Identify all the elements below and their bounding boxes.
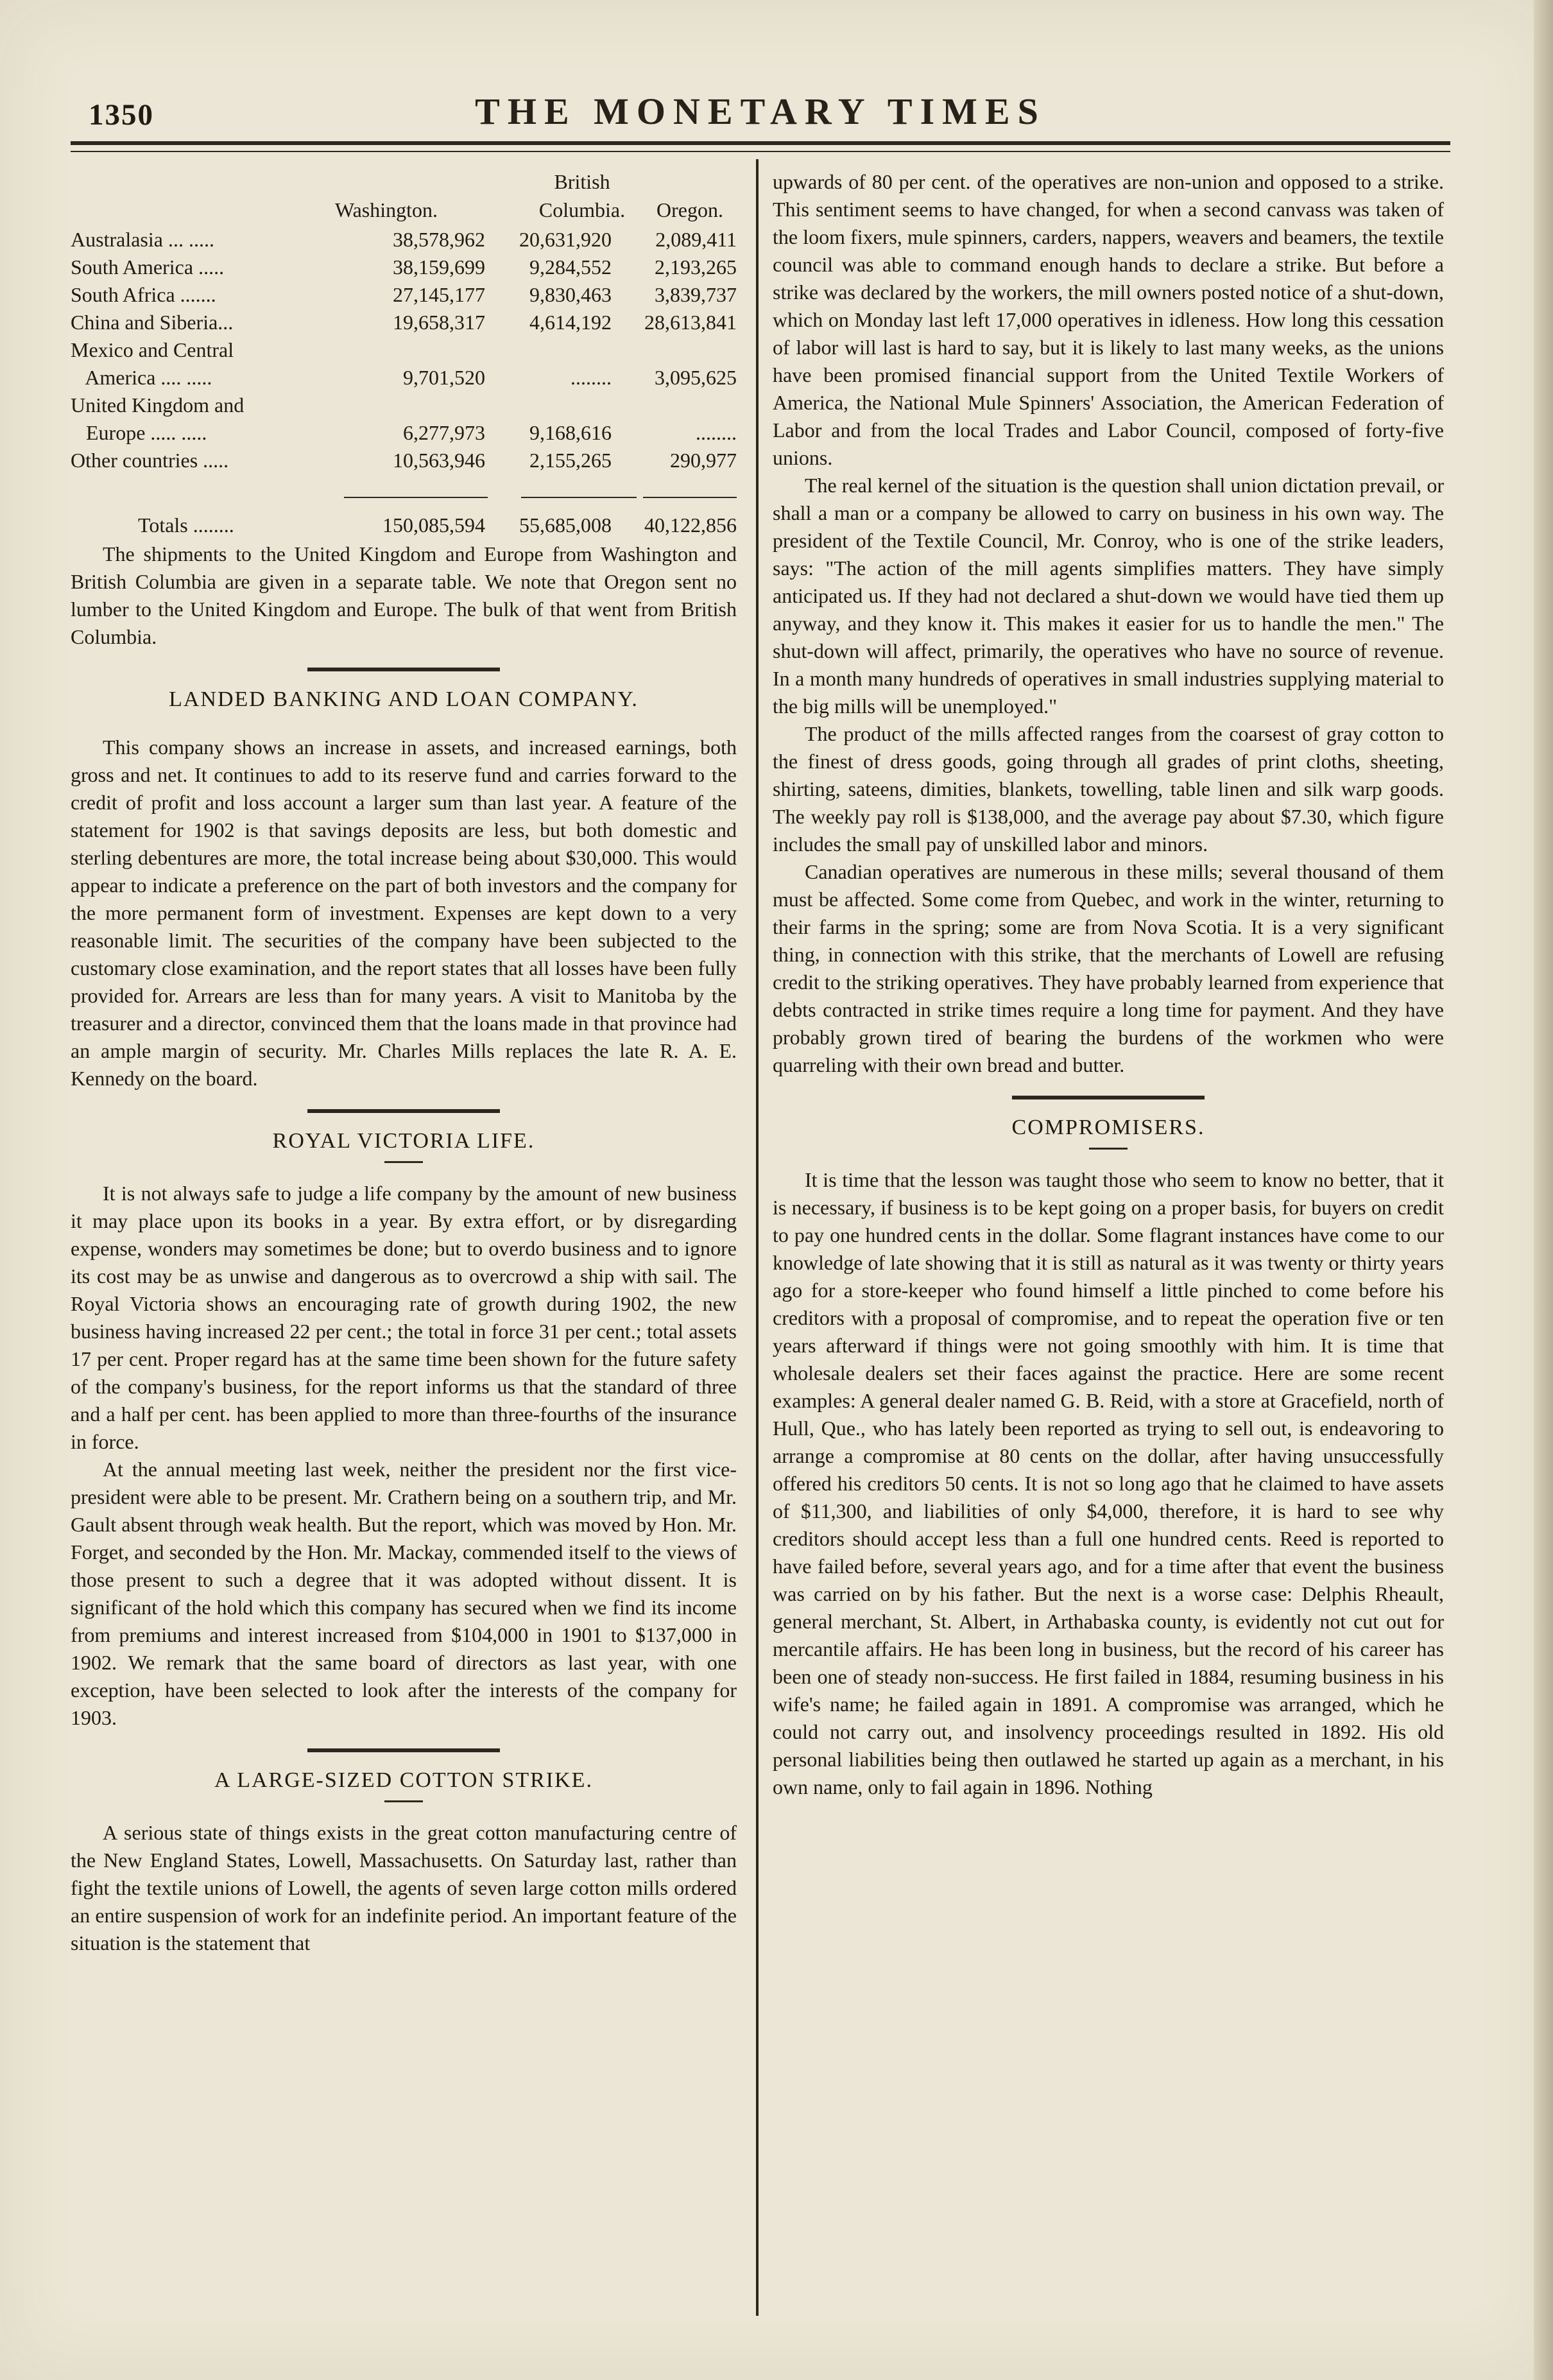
column-header-british-line2: Columbia.: [538, 198, 626, 221]
header-rule: [71, 141, 1450, 145]
heading-dash: [1089, 1148, 1128, 1150]
cell-british: 9,830,463: [529, 283, 612, 306]
column-header-british-line1: British: [554, 170, 610, 193]
row-label: South America .....: [71, 255, 230, 279]
shipments-paragraph: The shipments to the United Kingdom and Europe from Washington and British Columbia are given in a separate table. We note that Oregon sent no lumber to the United Kingdom and Europe. The bulk of that went from British Columbia.: [71, 542, 737, 648]
cell-british: 2,155,265: [529, 449, 612, 472]
cell-oregon: 2,089,411: [655, 228, 737, 251]
table-row-totals: [71, 512, 737, 539]
totals-oregon: 40,122,856: [644, 513, 737, 537]
row-label: Mexico and Central: [71, 338, 234, 361]
column-header-washington: Washington.: [334, 198, 438, 221]
page-edge: [1534, 0, 1553, 2380]
heading-dash: [384, 1161, 423, 1163]
row-label: South Africa .......: [71, 283, 221, 306]
landed-paragraph: This company shows an increase in assets, and increased earnings, both gross and net. It continues to add to its reserve fund and carries forward to the credit of profit and loss account a larger sum than last year. A feature of the statement for 1902 is that savings deposits are less, but both domestic and sterling debentures are more, the total increase being about $30,000. This would appear to indicate a preference on the part of both investors and the company for the more permanent form of investment. Expenses are kept down to a very reasonable limit. The securities of the company have been subjected to the customary close examination, and the report states that all losses have been fully provided for. Arrears are less than for many years. A visit to Manitoba by the treasurer and a director, convinced them that the loans made in that province had an ample margin of security. Mr. Charles Mills replaces the late R. A. E. Kennedy on the board.: [71, 736, 737, 1090]
row-label: America .... .....: [71, 366, 218, 389]
cotton-heading: A LARGE-SIZED COTTON STRIKE.: [214, 1768, 593, 1792]
cell-washington: 9,701,520: [403, 366, 485, 389]
cell-british: 20,631,920: [519, 228, 612, 251]
page-header: [71, 83, 1450, 148]
total-rule: [344, 497, 488, 498]
heading-dash: [384, 1800, 423, 1802]
cell-washington: 38,578,962: [393, 228, 485, 251]
landed-heading: LANDED BANKING AND LOAN COMPANY.: [169, 687, 639, 711]
cell-british: 9,168,616: [529, 421, 612, 444]
cell-british: ........: [571, 366, 612, 389]
compromisers-paragraph: It is time that the lesson was taught those who seem to know no better, that it is necessary, if business is to be kept going on a proper basis, for buyers on credit to pay one hundred cents in the dollar. Some flagrant instances have come to our knowledge of late showing that it is still as natural as it was twenty or thirty years ago for a store-keeper who found himself a little pinched to come before his creditors with a proposal of compromise, and to repeat the operation five or ten years afterward if things were not going smoothly with him. It is time that wholesale dealers set their faces against the practice. Here are some recent examples: A general dealer named G. B. Reid, with a store at Gracefield, north of Hull, Que., who has lately been reported as trying to sell out, is endeavoring to arrange a compromise at 80 cents on the dollar, after having unsuccessfully offered his creditors 50 cents. It is not so long ago that he claimed to have assets of $11,300, and liabilities of only $4,000, therefore, it is hard to see why creditors should accept less than a full one hundred cents. Reed is reported to have failed before, several years ago, and for a time after that event the business was carried on by his father. But the next is a worse case: Delphis Rheault, general merchant, St. Albert, in Arthabaska county, is evidently not cut out for mercantile affairs. He has been long in business, but the record of his career has been one of steady non-success. He first failed in 1884, resuming business in his wife's name; he failed again in 1891. A compromise was arranged, which he could not carry out, and insolvency proceedings resulted in 1892. His old personal liabilities being then outlawed he started up again as a merchant, in his own name, only to fail again in 1896. Nothing: [773, 1168, 1444, 1798]
table-row: [71, 226, 737, 254]
masthead-title: THE MONETARY TIMES: [475, 91, 1046, 132]
cotton-paragraph-3: The product of the mills affected ranges from the coarsest of gray cotton to the finest of dress goods, going through all grades of print cloths, sheeting, shirting, sateens, dimities, blankets, towelling, table linen and silk warp goods. The weekly pay roll is $138,000, and the average pay about $7.30, which figure includes the small pay of unskilled labor and minors.: [773, 722, 1444, 856]
page-number: 1350: [89, 98, 154, 132]
table-row: [71, 419, 737, 447]
cell-washington: 38,159,699: [393, 255, 485, 279]
left-column: [71, 168, 737, 1957]
totals-label: Totals ........: [138, 513, 234, 537]
cell-oregon: 290,977: [670, 449, 737, 472]
section-divider: [307, 1109, 500, 1113]
compromisers-heading: COMPROMISERS.: [1011, 1116, 1205, 1139]
row-label: Other countries .....: [71, 449, 234, 472]
cell-washington: 19,658,317: [393, 311, 485, 334]
table-row: [71, 309, 737, 336]
table-row: [71, 281, 737, 309]
cell-oregon: ........: [696, 421, 737, 444]
totals-washington: 150,085,594: [382, 513, 485, 537]
column-divider: [756, 159, 759, 2316]
total-rule: [643, 497, 737, 498]
section-divider: [307, 668, 500, 671]
cotton-paragraph-1: A serious state of things exists in the great cotton manufacturing centre of the New England States, Lowell, Massachusetts. On Saturday last, rather than fight the textile unions of Lowell, the agents of seven large cotton mills ordered an entire suspension of work for an indefinite period. An important feature of the situation is the statement that: [71, 1821, 737, 1954]
row-label: Europe ..... .....: [71, 421, 212, 444]
total-rule: [521, 497, 637, 498]
cotton-paragraph-1-continued: upwards of 80 per cent. of the operatives are non-union and opposed to a strike. This sentiment seems to have changed, for when a second canvass was taken of the loom fixers, mule spinners, carders, nappers, weavers and beamers, the textile council was able to command enough hands to declare a strike. But before a strike was declared by the workers, the mill owners posted notice of a shut-down, which on Monday last left 17,000 operatives in idleness. How long this cessation of labor will last is hard to say, but it is likely to last many weeks, as the unions have been promised financial support from the United Textile Workers of America, the National Mule Spinners' Association, the American Federation of Labor and from the local Trades and Labor Council, composed of forty-five unions.: [773, 170, 1444, 469]
row-label: China and Siberia...: [71, 311, 239, 334]
cell-british: 9,284,552: [529, 255, 612, 279]
section-divider: [1012, 1096, 1205, 1099]
royal-heading: ROYAL VICTORIA LIFE.: [272, 1129, 535, 1153]
cell-washington: 10,563,946: [393, 449, 485, 472]
table-row: [71, 392, 737, 419]
row-label: United Kingdom and: [71, 393, 245, 417]
cell-oregon: 2,193,265: [655, 255, 737, 279]
header-rule-thin: [71, 151, 1450, 152]
cotton-paragraph-4: Canadian operatives are numerous in these mills; several thousand of them must be affected. Some come from Quebec, and work in the winter, returning to their farms in the spring; some are from Nova Scotia. It is a very significant thing, in connection with this strike, that the merchants of Lowell are refusing credit to the striking operatives. They have probably learned from experience that debts contracted in strike times require a long time for payment. And they have probably grown tired of bearing the burdens of the workmen who were quarreling with their own bread and butter.: [773, 860, 1444, 1076]
lumber-exports-table: [71, 168, 737, 540]
right-column: [773, 168, 1444, 1801]
royal-paragraph-2: At the annual meeting last week, neither the president nor the first vice-president were able to be present. Mr. Crathern being on a southern trip, and Mr. Gault absent through weak health. But the report, which was moved by Hon. Mr. Forget, and seconded by the Hon. Mr. Mackay, commended itself to the views of those present to such a degree that it was adopted without dissent. It is significant of the hold which this company has secured when we find its income from premiums and interest increased from $104,000 in 1901 to $137,000 in 1902. We remark that the same board of directors as last year, with one exception, have been selected to look after the interests of the company for 1903.: [71, 1458, 737, 1729]
table-row: [71, 364, 737, 392]
cell-oregon: 3,839,737: [655, 283, 737, 306]
cell-washington: 27,145,177: [393, 283, 485, 306]
totals-british: 55,685,008: [519, 513, 612, 537]
cell-british: 4,614,192: [529, 311, 612, 334]
table-row: [71, 336, 737, 364]
row-label: Australasia ... .....: [71, 228, 219, 251]
table-row: [71, 254, 737, 281]
cell-oregon: 3,095,625: [655, 366, 737, 389]
cotton-paragraph-2: The real kernel of the situation is the question shall union dictation prevail, or shall a man or a company be allowed to carry on business in his own way. The president of the Textile Council, Mr. Conroy, who is one of the strike leaders, says: "The action of the mill agents simplifies matters. They have simply anticipated us. If they had not declared a shut-down we would have tied them up anyway, and they know it. This makes it easier for us to handle the men." The shut-down will affect, primarily, the operatives who have no source of revenue. In a month many hundreds of operatives in small industries supplying material to the big mills will be unemployed.": [773, 474, 1444, 718]
cell-oregon: 28,613,841: [644, 311, 737, 334]
section-divider: [307, 1748, 500, 1752]
royal-paragraph-1: It is not always safe to judge a life company by the amount of new business it may place upon its books in a year. By extra effort, or by disregarding expense, wonders may sometimes be done; but to overdo business and to ignore its cost may be as unwise and dangerous as to overcrowd a ship with sail. The Royal Victoria shows an encouraging rate of growth during 1902, the new business having increased 22 per cent.; the total in force 31 per cent.; total assets 17 per cent. Proper regard has at the same time been shown for the future safety of the company's business, for the report informs us that the standard of three and a half per cent. has been applied to more than three-fourths of the insurance in force.: [71, 1182, 737, 1453]
cell-washington: 6,277,973: [403, 421, 485, 444]
column-header-oregon: Oregon.: [656, 198, 723, 221]
table-row: [71, 447, 737, 474]
